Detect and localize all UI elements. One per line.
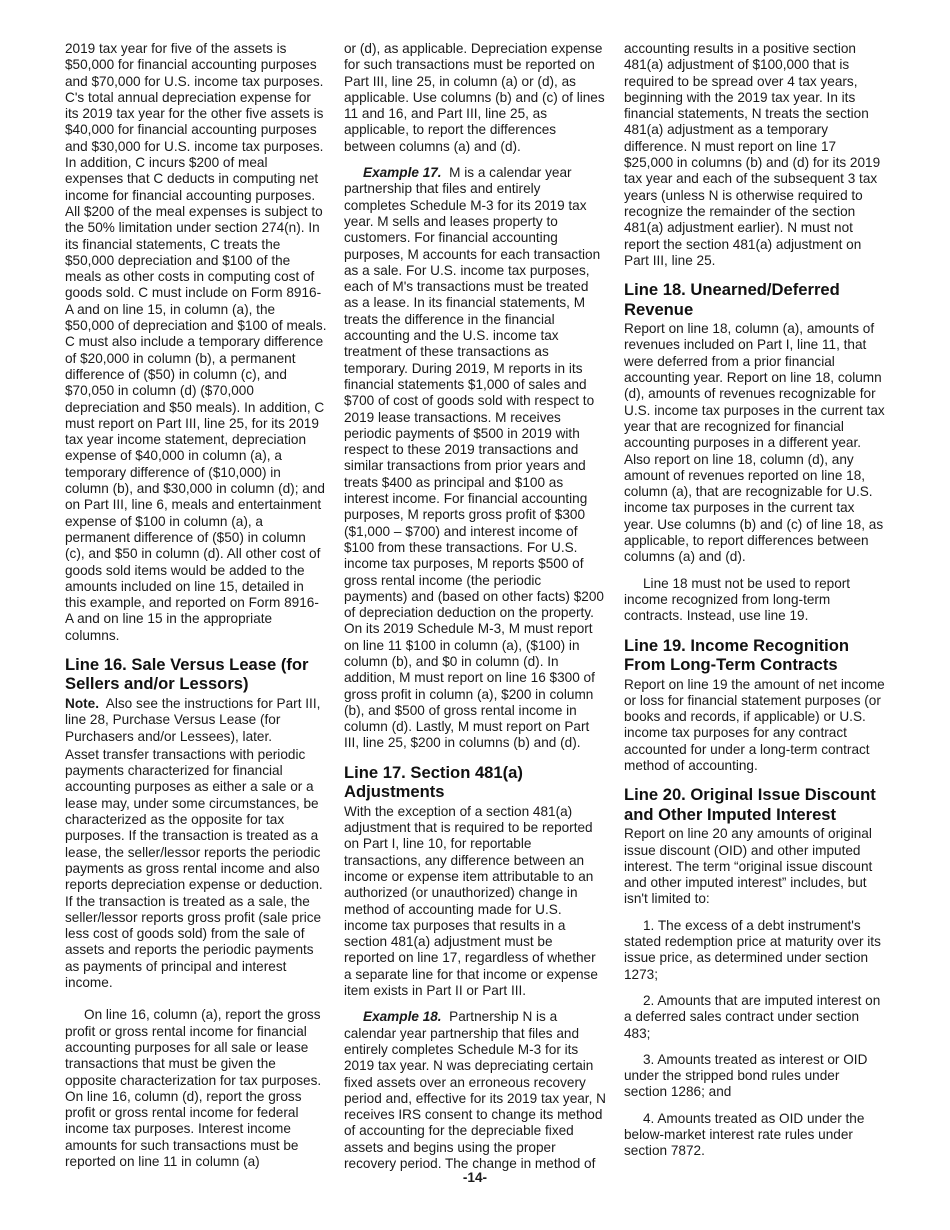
paragraph-line20: Report on line 20 any amounts of original issue discount (OID) and other imputed interest. The term “original issue discount and other imputed interest” includes, but isn't limited to: (624, 826, 873, 907)
paragraph-section-481a: With the exception of a section 481(a) adjustment that is required to be reported on Part I, line 10, for reportable transactions, any difference between an income or expense item attributable to an authorized (or unauthorized) change in method of accounting made for U.S. income tax purposes that results in a section 481(a) adjustment must be reported on line 17, regardless of whether a separate line for that income or expense item exists in Part II or Part III. (344, 803, 598, 999)
heading-line-19: Line 19. Income Recognition From Long-Term Contracts (624, 635, 849, 674)
list-item: 3. Amounts treated as interest or OID under the stripped bond rules under section 1286; and (624, 1051, 868, 1100)
column-left (65, 41, 327, 1180)
column-middle (344, 41, 606, 1182)
paragraph-asset-transfer: Asset transfer transactions with periodic payments characterized for financial accounting purposes as either a sale or a lease may, under some circumstances, be characterized as the opposite for tax purposes. If the transaction is treated as a lease, the seller/lessor reports the periodic payments as gross rental income and also reports depreciation expense or deduction. If the transaction is treated as a sale, the seller/lessor reports gross profit (sale price less cost of goods sold) from the sale of assets and reports the periodic payments as payments of principal and interest income. (65, 746, 323, 991)
paragraph-line16-continuation: or (d), as applicable. Depreciation expense for such transactions must be reported on Part III, line 25, in column (a) or (d), as applicable. Use columns (b) and (c) of lines 11 and 16, and Part III, line 25, as applicable, to report the differences between columns (a) and (d). (344, 41, 605, 154)
paragraph-example-18-continuation: accounting results in a positive section 481(a) adjustment of $100,000 that is required to be spread over 4 tax years, beginning with the 2019 tax year. In its financial statements, N treats the section 481(a) adjustment as a temporary difference. N must report on line 17 $25,000 in columns (b) and (d) for its 2019 tax year and each of the subsequent 3 tax years (unless N is otherwise required to recognize the remainder of the section 481(a) adjustment earlier). N must not report the section 481(a) adjustment on Part III, line 25. (624, 41, 881, 268)
list-item: 4. Amounts treated as OID under the below-market interest rate rules under section 7872. (624, 1110, 865, 1159)
page-number: -14- (462, 1170, 488, 1185)
heading-line-18: Line 18. Unearned/Deferred Revenue (624, 280, 840, 319)
paragraph-example-17 (344, 165, 606, 752)
list-item: 2. Amounts that are imputed interest on a deferred sales contract under section 483; (624, 992, 881, 1041)
note-text: Also see the instructions for Part III, line 28, Purchase Versus Lease (for Purchasers and/or Lessees), later. (65, 695, 321, 744)
paragraph-line19: Report on line 19 the amount of net income or loss for financial statement purposes (or books and records, if applicable) or U.S. income tax purposes for any contract accounted for under a long-term contract method of accounting. (624, 676, 885, 773)
note-label: Note. (65, 695, 99, 711)
list-item: 1. The excess of a debt instrument's stated redemption price at maturity over its issue price, as determined under section 1273; (624, 917, 881, 982)
paragraph-example-18 (344, 1009, 606, 1172)
example-17-label: Example 17. (363, 165, 442, 181)
heading-line-16: Line 16. Sale Versus Lease (for Sellers and/or Lessors) (65, 654, 309, 694)
example-18-text: Partnership N is a calendar year partnership that files and entirely completes Schedule M-3 for its 2019 tax year. N was depreciating certain fixed assets over an erroneous recovery period and, effective for its 2019 tax year, N receives IRS consent to change its method of accounting for the depreciable fixed assets and begins using the proper recovery period. The change in method of (344, 1009, 606, 1171)
example-17-text: M is a calendar year partnership that files and entirely completes Schedule M-3 for its 2019 tax year. M sells and leases property to customers. For financial accounting purposes, M accounts for each transaction as a sale. For U.S. income tax purposes, each of M's transactions must be treated as a lease. In its financial statements, M treats the difference in the financial accounting and the U.S. income tax treatment of these transactions as temporary. During 2019, M reports in its financial statements $1,000 of sales and $700 of cost of goods sold with respect to 2019 lease transactions. M receives periodic payments of $500 in 2019 with respect to these 2019 transactions and similar transactions from prior years and treats $400 as principal and $100 as interest income. For financial accounting purposes, M reports gross profit of $300 ($1,000 – $700) and interest income of $100 from these transactions. For U.S. income tax purposes, M reports $500 of gross rental income (the periodic payments) and (based on other facts) $200 of depreciation deduction on the property. On its 2019 Schedule M-3, M must report on line 11 $100 in column (a), ($100) in column (b), and $0 in column (d). In addition, M must report on line 16 $300 of gross profit in column (a), $200 in column (b), and $500 of gross rental income in column (d). Lastly, M must report on Part III, line 25, $200 in columns (b) and (d). (344, 165, 604, 751)
note-paragraph (65, 696, 327, 745)
column-right (624, 41, 886, 1170)
paragraph-line18-restriction: Line 18 must not be used to report income recognized from long-term contracts. Instead, use line 19. (624, 575, 851, 624)
paragraph-line18-report: Report on line 18, column (a), amounts of revenues included on Part I, line 11, that were deferred from a prior financial accounting year. Report on line 18, column (d), amounts of revenues recognizable for U.S. income tax purposes in the current tax year that are recognized for financial accounting purposes in a different year. Also report on line 18, column (d), any amount of revenues reported on line 18, column (a), that are recognizable for U.S. income tax purposes in the current tax year. Use columns (b) and (c) of line 18, as applicable, to report differences between columns (a) and (d). (624, 321, 885, 565)
paragraph-example-continuation: 2019 tax year for five of the assets is $50,000 for financial accounting purposes and $70,000 for U.S. income tax purposes. C's total annual depreciation expense for its 2019 tax year for the other five assets is $40,000 for financial accounting purposes and $30,000 for U.S. income tax purposes. In addition, C incurs $200 of meal expenses that C deducts in computing net income for financial accounting purposes. All $200 of the meal expenses is subject to the 50% limitation under section 274(n). In its financial statements, C treats the $50,000 depreciation and $100 of the meals as other costs in computing cost of goods sold. C must include on Form 8916-A and on line 15, in column (a), the $50,000 of depreciation and $100 of meals. C must also include a temporary difference of $20,000 in column (b), a permanent difference of ($50) in column (c), and $70,050 in column (d) ($70,000 depreciation and $50 meals). In addition, C must report on Part III, line 25, for its 2019 tax year income statement, depreciation expense of $40,000 in column (a), a temporary difference of ($10,000) in column (b), and $30,000 in column (d); and on Part III, line 6, meals and entertainment expense of $100 in column (a), a permanent difference of ($50) in column (c), and $50 in column (d). All other cost of goods sold items would be added to the amounts included on line 15, detailed in this example, and reported on Form 8916-A and on line 15 in the appropriate columns. (65, 41, 327, 643)
heading-line-17: Line 17. Section 481(a) Adjustments (344, 762, 523, 802)
paragraph-line16-columns: On line 16, column (a), report the gross profit or gross rental income for financial accounting purposes for all sale or lease transactions that must be given the opposite characterization for tax purposes. On line 16, column (d), report the gross profit or gross rental income for federal income tax purposes. Interest income amounts for such transactions must be reported on line 11 in column (a) (65, 1007, 322, 1169)
example-18-label: Example 18. (363, 1009, 442, 1025)
heading-line-20: Line 20. Original Issue Discount and Other Imputed Interest (624, 785, 876, 824)
